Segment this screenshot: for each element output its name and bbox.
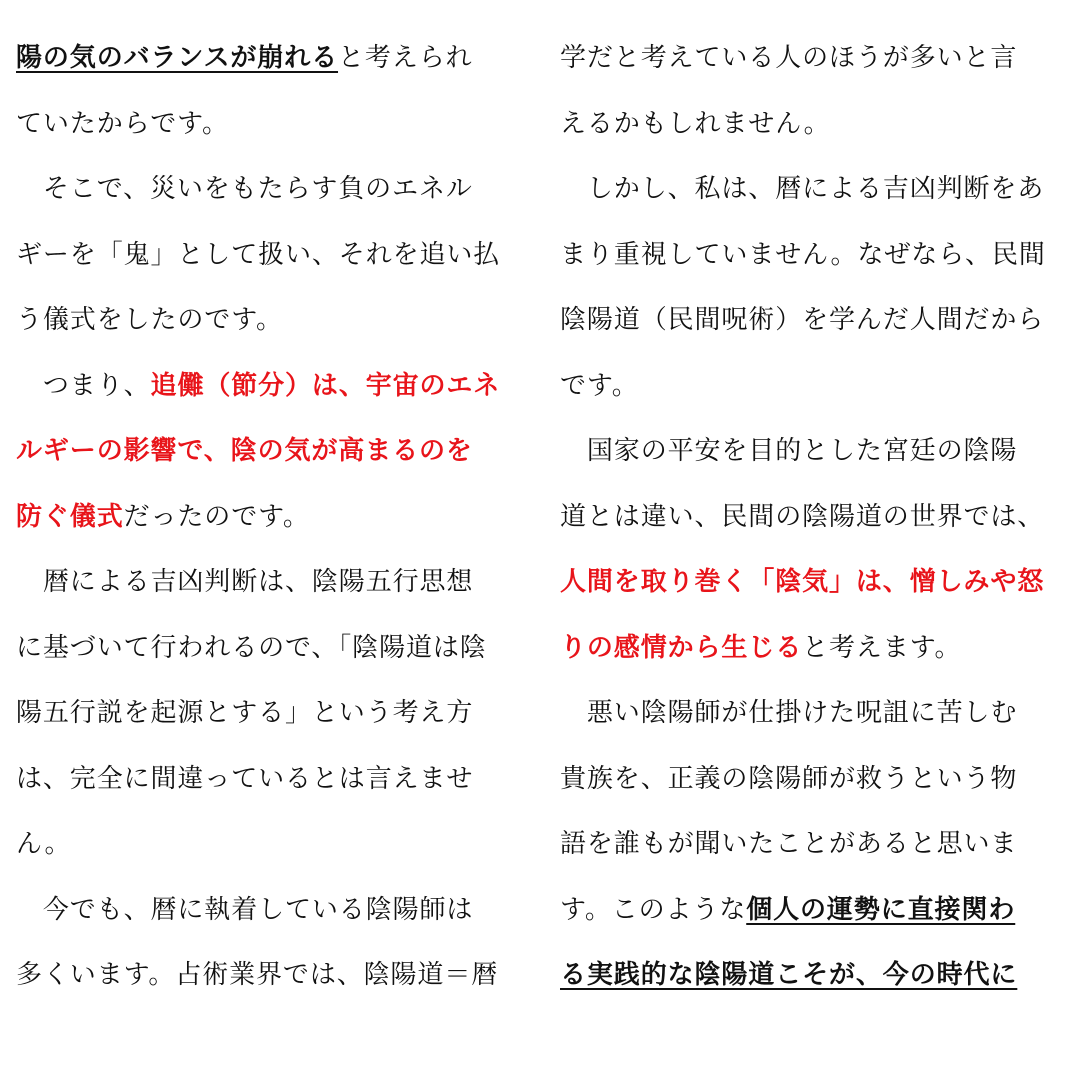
- right-text-line: [560, 812, 1066, 878]
- left-text-line: [16, 157, 522, 223]
- underlined-text: 個人の運勢に直接関わ: [746, 894, 1016, 925]
- left-text-line: [16, 812, 522, 878]
- body-text: 多くいます。占術業界では、陰陽道＝暦: [16, 960, 499, 990]
- underlined-text: 陽の気のバランスが崩れる: [16, 43, 339, 73]
- right-text-line: [560, 354, 1066, 420]
- body-text: ギーを「鬼」として扱い、それを追い払: [16, 239, 501, 270]
- right-text-line: [560, 878, 1066, 944]
- body-text: しかし、私は、暦による吉凶判断をあ: [560, 174, 1045, 204]
- highlighted-text: ルギーの影響で、陰の気が高まるのを: [16, 436, 473, 466]
- body-text: 陰陽道（民間呪術）を学んだ人間だから: [560, 305, 1045, 335]
- highlighted-text: 人間を取り巻く「陰気」は、憎しみや怒: [560, 567, 1045, 597]
- left-text-line: [16, 26, 522, 92]
- body-text: です。: [560, 370, 639, 401]
- left-text-line: [16, 288, 522, 354]
- left-text-line: [16, 485, 522, 551]
- left-text-line: [16, 616, 522, 682]
- right-text-line: [560, 288, 1066, 354]
- left-text-column: [16, 26, 522, 1009]
- body-text: 陽五行説を起源とする」という考え方: [16, 698, 474, 728]
- left-text-line: [16, 747, 522, 813]
- right-text-line: [560, 681, 1066, 747]
- body-text: まり重視していません。なぜなら、民間: [560, 239, 1046, 270]
- body-text: ん。: [16, 829, 72, 859]
- body-text: そこで、災いをもたらす負のエネル: [16, 174, 473, 204]
- body-text: ていたからです。: [16, 108, 229, 139]
- right-text-line: [560, 550, 1066, 616]
- body-text: 道とは違い、民間の陰陽道の世界では、: [560, 501, 1045, 532]
- right-text-line: [560, 485, 1066, 551]
- highlighted-text: 防ぐ儀式: [16, 501, 124, 532]
- body-text: と考えられ: [338, 43, 473, 73]
- left-text-line: [16, 878, 522, 944]
- right-text-line: [560, 943, 1066, 1009]
- body-text: 悪い陰陽師が仕掛けた呪詛に苦しむ: [560, 698, 1018, 728]
- left-text-line: [16, 943, 522, 1009]
- body-text: つまり、: [16, 370, 151, 401]
- right-text-column: [560, 26, 1066, 1009]
- body-text: す。このような: [560, 894, 747, 925]
- body-text: えるかもしれません。: [560, 108, 831, 139]
- body-text: に基づいて行われるので、「陰陽道は陰: [16, 632, 487, 663]
- body-text: う儀式をしたのです。: [16, 305, 283, 335]
- left-text-line: [16, 419, 522, 485]
- right-text-line: [560, 92, 1066, 158]
- right-text-line: [560, 157, 1066, 223]
- right-text-line: [560, 419, 1066, 485]
- body-text: と考えます。: [802, 632, 962, 663]
- body-text: 学だと考えている人のほうが多いと言: [560, 43, 1018, 73]
- left-text-line: [16, 223, 522, 289]
- body-text: は、完全に間違っているとは言えませ: [16, 763, 474, 794]
- body-text: 語を誰もが聞いたことがあると思いま: [560, 829, 1018, 859]
- body-text: 国家の平安を目的とした宮廷の陰陽: [560, 436, 1018, 466]
- left-text-line: [16, 354, 522, 420]
- left-text-line: [16, 92, 522, 158]
- body-text: 暦による吉凶判断は、陰陽五行思想: [16, 567, 474, 597]
- highlighted-text: りの感情から生じる: [560, 632, 803, 663]
- underlined-text: る実践的な陰陽道こそが、今の時代に: [560, 960, 1018, 990]
- body-text: だったのです。: [123, 501, 310, 532]
- body-text: 今でも、暦に執着している陰陽師は: [16, 894, 474, 925]
- body-text: 貴族を、正義の陰陽師が救うという物: [560, 763, 1018, 794]
- left-text-line: [16, 550, 522, 616]
- highlighted-text: 追儺（節分）は、宇宙のエネ: [150, 370, 501, 401]
- left-text-line: [16, 681, 522, 747]
- right-text-line: [560, 616, 1066, 682]
- right-text-line: [560, 26, 1066, 92]
- right-text-line: [560, 747, 1066, 813]
- right-text-line: [560, 223, 1066, 289]
